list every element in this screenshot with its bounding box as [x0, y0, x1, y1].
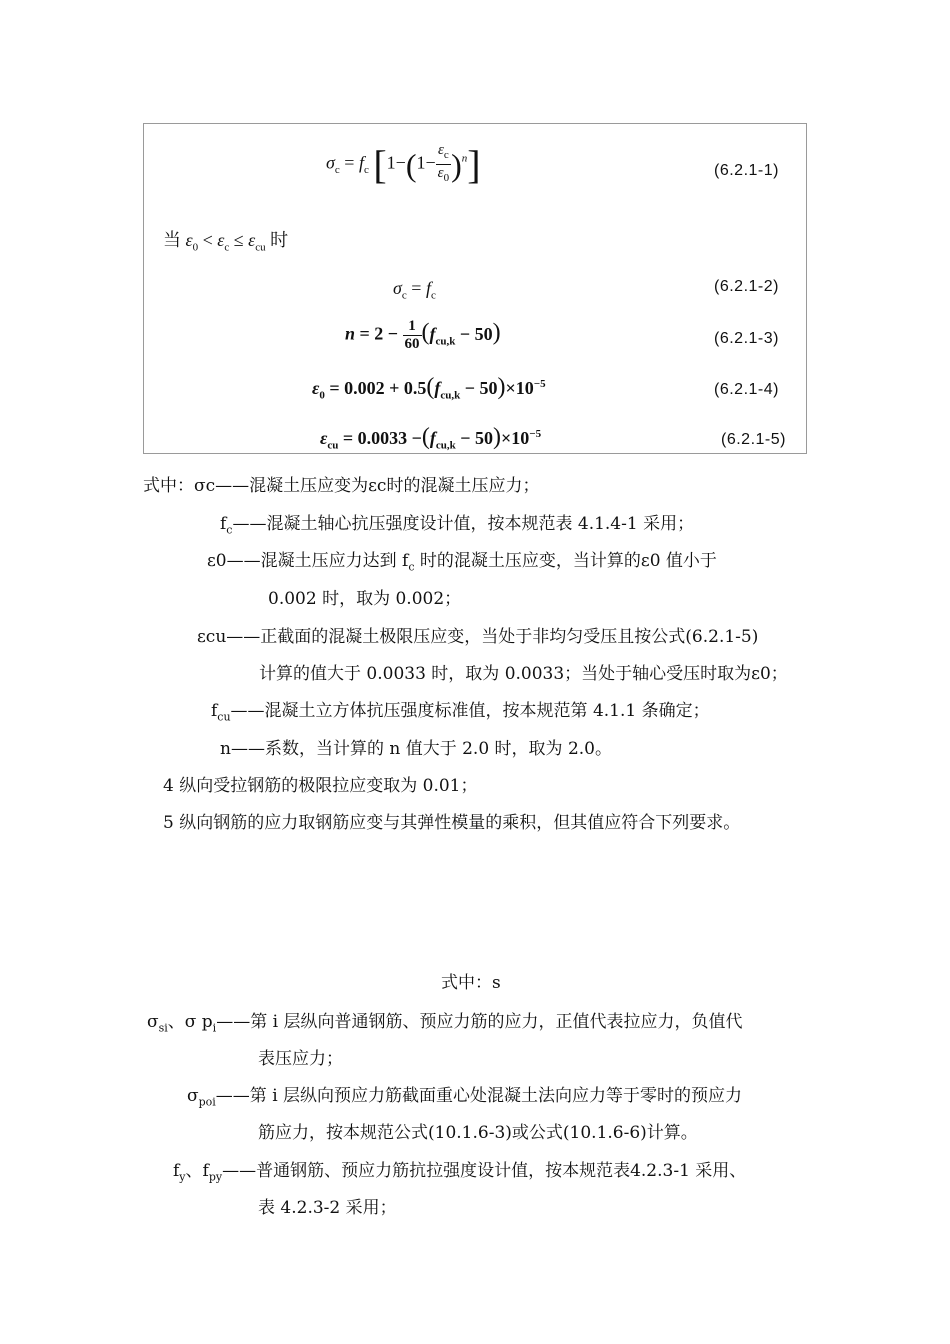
note-sigma-poi: [187, 1081, 742, 1108]
note-epsilon-cu-continued: 计算的值大于 0.0033 时，取为 0.0033；当处于轴心受压时取为ε0；: [259, 664, 788, 684]
equation-number-1: (6.2.1-1): [714, 162, 779, 179]
note-sigma-si-text: ——第 i 层纵向普通钢筋、预应力筋的应力，正值代表拉应力，负值代: [216, 1012, 743, 1032]
note-fcu: [211, 696, 710, 723]
note-fpy-subscript: py: [208, 1170, 223, 1184]
note-fpy-symbol: 、f: [185, 1161, 209, 1181]
note-sigma-pi-subscript: i: [212, 1021, 217, 1035]
item-5: 5 纵向钢筋的应力取钢筋应变与其弹性模量的乘积，但其值应符合下列要求。: [163, 813, 741, 833]
note-epsilon-0-text-a: ε0——混凝土压应力达到 f: [207, 551, 409, 571]
note-fcu-subscript: cu: [217, 710, 231, 724]
equation-6-2-1-1: $\sigma_c = f_c$ [1−(1− $\frac{\varepsilon_c}{\varepsilon_0}$ )$^n$]: [326, 141, 481, 187]
note-sigma-poi-continued: 筋应力，按本规范公式(10.1.6-3)或公式(10.1.6-6)计算。: [258, 1123, 698, 1143]
note-fy-symbol: f: [173, 1161, 180, 1181]
note-sigma-poi-subscript: poi: [198, 1095, 216, 1109]
note-epsilon-cu: εcu——正截面的混凝土极限压应变，当处于非均匀受压且按公式(6.2.1-5): [197, 627, 759, 647]
equation-number-3: (6.2.1-3): [714, 330, 779, 347]
note-epsilon-0-continued: 0.002 时，取为 0.002；: [268, 589, 462, 609]
note-fc: [220, 509, 694, 536]
note-epsilon-0-subscript: c: [408, 560, 415, 574]
equation-number-2: (6.2.1-2): [714, 278, 779, 295]
note-fc-subscript: c: [226, 523, 233, 537]
note-fcu-symbol: f: [211, 701, 218, 721]
note-fy-fpy-text: ——普通钢筋、预应力筋抗拉强度设计值，按本规范表4.2.3-1 采用、: [222, 1161, 747, 1181]
note-fy-fpy: [173, 1156, 746, 1183]
note-n: n——系数，当计算的 n 值大于 2.0 时，取为 2.0。: [220, 739, 612, 759]
note-fcu-text: ——混凝土立方体抗压强度标准值，按本规范第 4.1.1 条确定；: [230, 701, 710, 721]
note-sigma-poi-symbol: σ: [187, 1086, 199, 1106]
equation-6-2-1-4: $\varepsilon_0 = 0.002 + 0.5(f_{cu,k} - 50)\times 10^{-5}$: [312, 374, 546, 402]
note-sigma-si-symbol: σ: [147, 1012, 159, 1032]
note-fy-fpy-continued: 表 4.2.3-2 采用；: [258, 1198, 397, 1218]
note-sigma-si-subscript: si: [158, 1021, 168, 1035]
condition-suffix: 时: [270, 230, 289, 250]
note-sigma-c: 式中：σc——混凝土压应变为εc时的混凝土压应力；: [143, 476, 540, 496]
note-epsilon-0: [207, 546, 717, 573]
equation-number-5: (6.2.1-5): [721, 431, 786, 448]
note-sigma-pi-symbol: 、σ p: [167, 1012, 213, 1032]
lower-heading: 式中：s: [441, 973, 501, 993]
equation-6-2-1-2: $\sigma_c = f_c$: [393, 278, 436, 302]
equation-6-2-1-3: n = 2 − $\frac{1}{60}$ $(f_{cu,k} - 50)$: [345, 318, 501, 352]
note-epsilon-0-text-b: 时的混凝土压应变，当计算的ε0 值小于: [414, 551, 717, 571]
note-fc-symbol: f: [220, 514, 227, 534]
note-sigma-si: [147, 1007, 742, 1034]
item-4: 4 纵向受拉钢筋的极限拉应变取为 0.01；: [163, 776, 478, 796]
condition-prefix: 当: [163, 230, 181, 250]
equation-6-2-1-5: $\varepsilon_{cu} = 0.0033 -(f_{cu,k} - 50)\times 10^{-5}$: [320, 424, 542, 452]
note-fc-text: ——混凝土轴心抗压强度设计值，按本规范表 4.1.4-1 采用；: [232, 514, 695, 534]
equation-number-4: (6.2.1-4): [714, 381, 779, 398]
note-sigma-poi-text: ——第 i 层纵向预应力筋截面重心处混凝土法向应力等于零时的预应力: [215, 1086, 743, 1106]
condition-line: 当 $\varepsilon_0 < \varepsilon_c \le \varepsilon_{cu}$ 时: [163, 230, 289, 254]
note-fy-subscript: y: [179, 1170, 186, 1184]
note-sigma-si-continued: 表压应力；: [258, 1049, 343, 1069]
